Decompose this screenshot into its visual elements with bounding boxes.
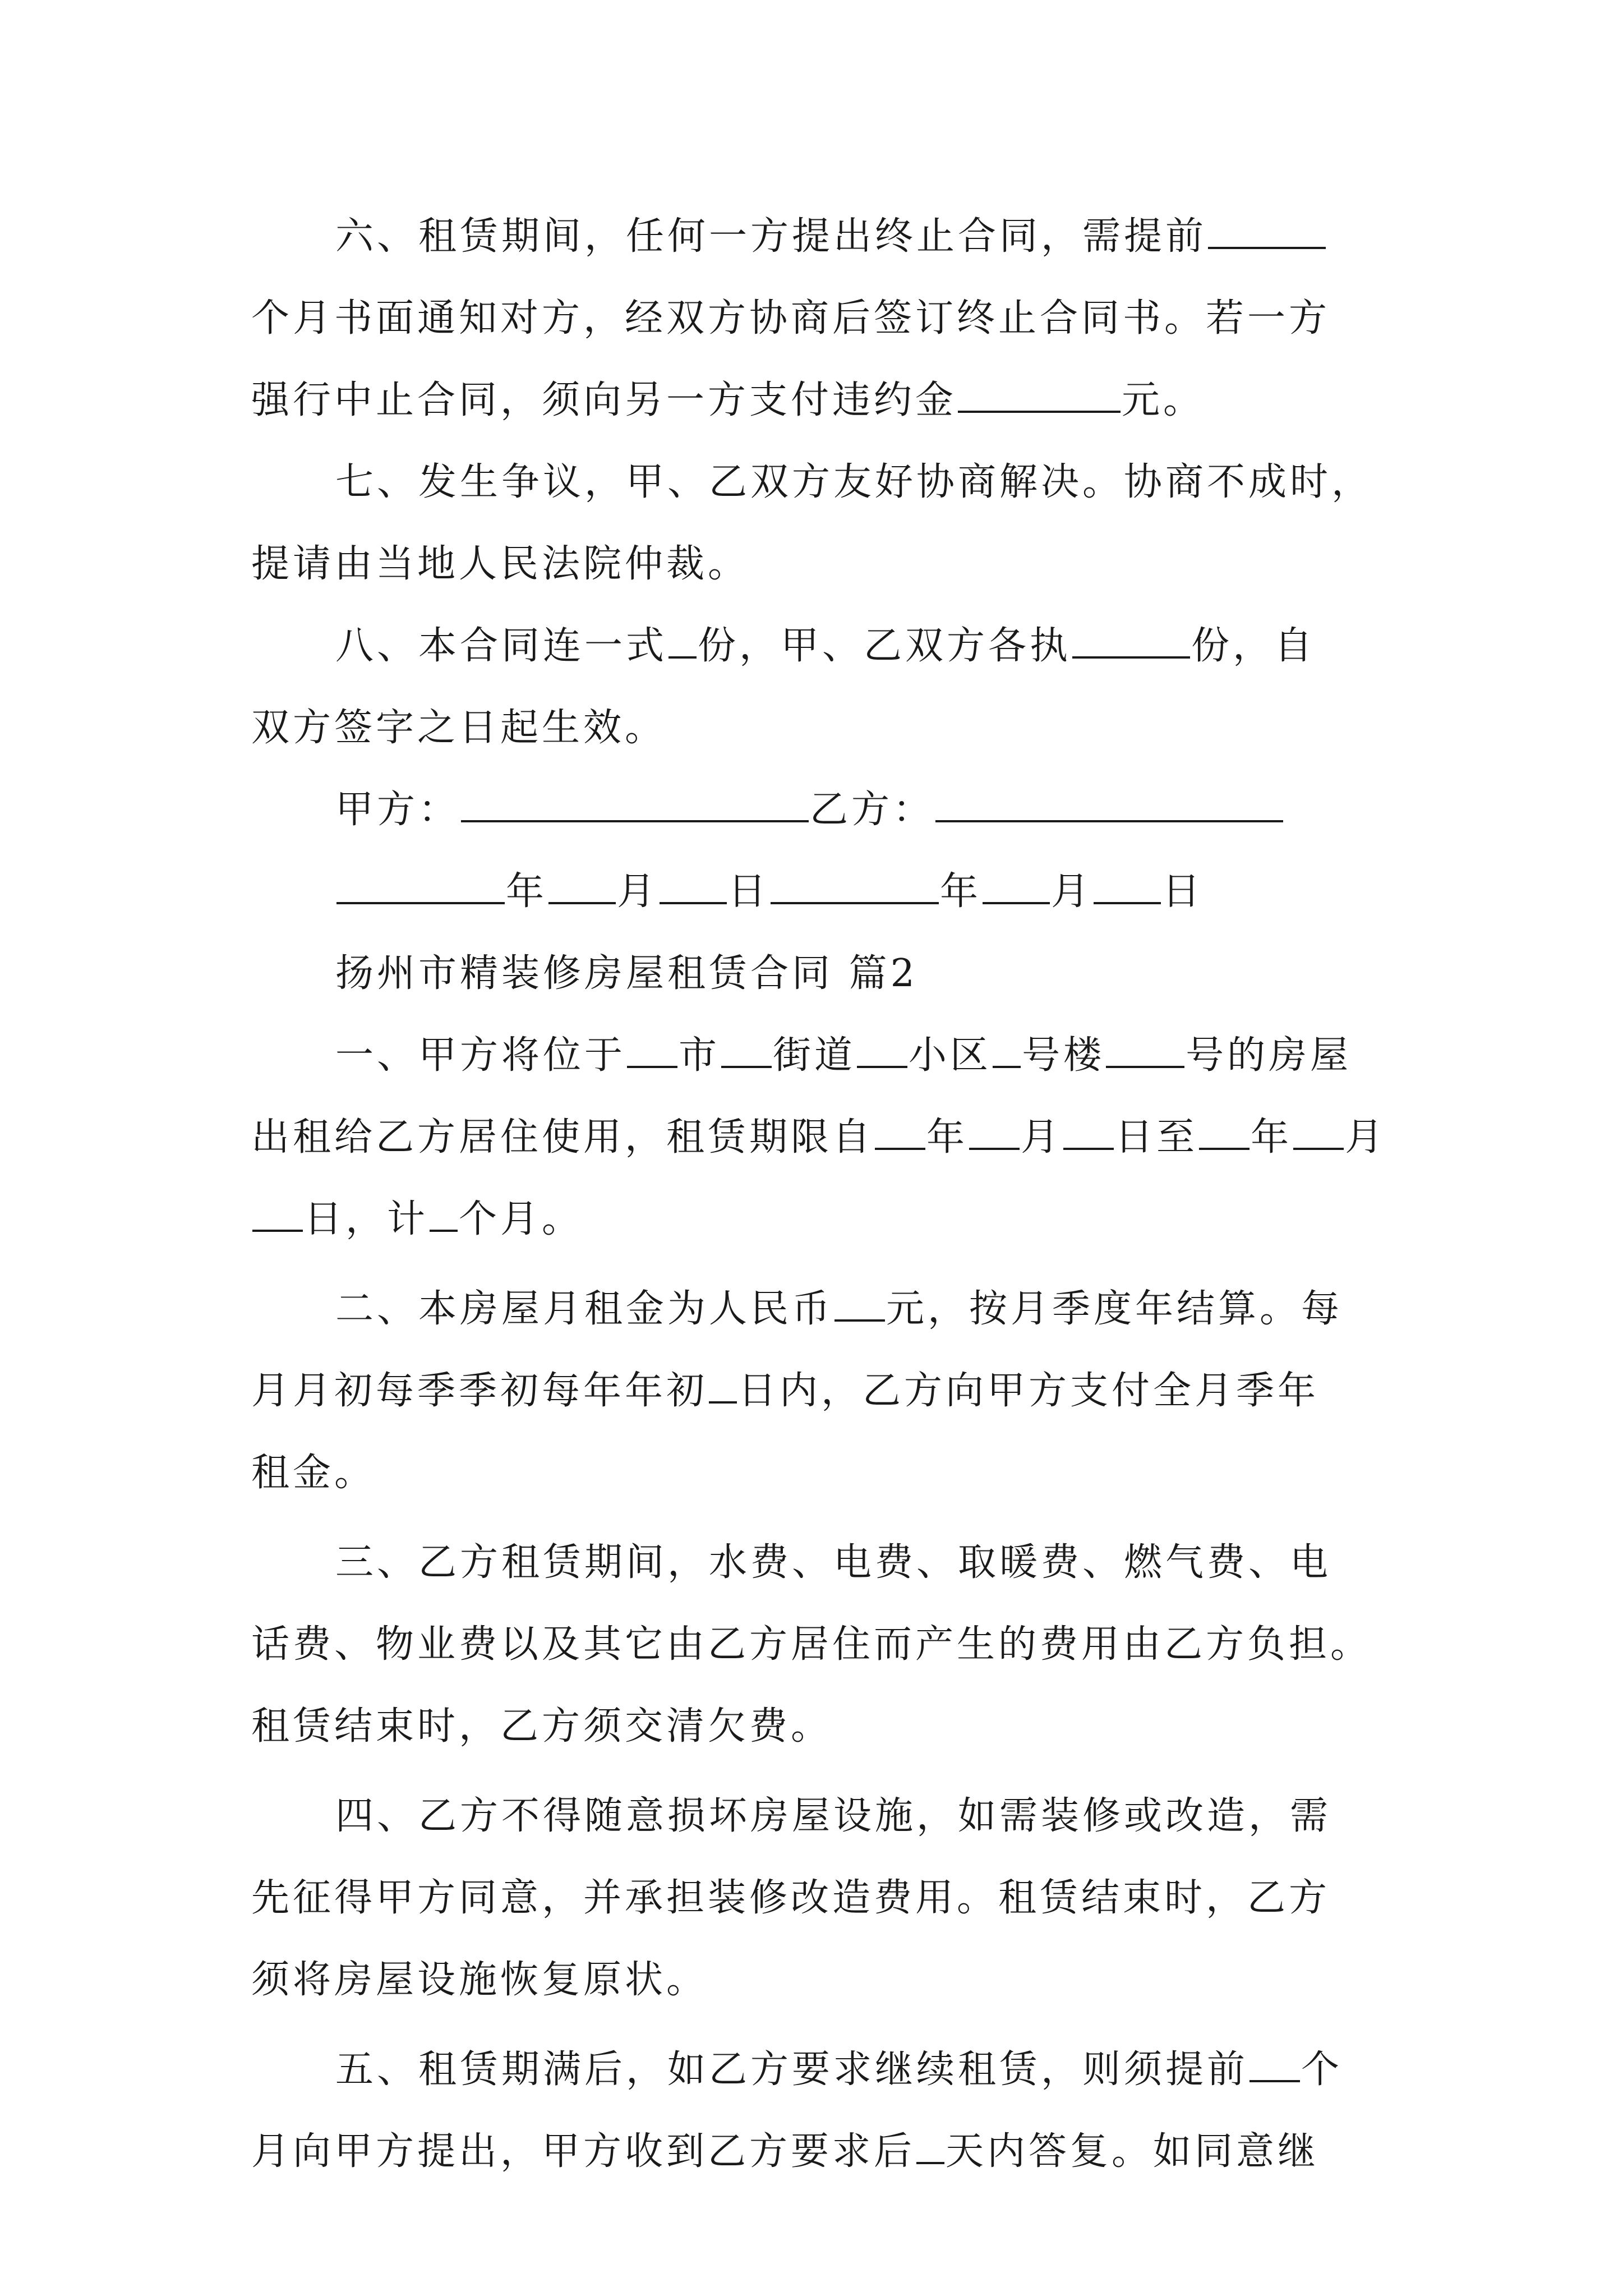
signature-date-line (251, 857, 1384, 927)
year-label: 年 (506, 869, 548, 914)
clause-text: 元。 (1122, 378, 1205, 422)
party-a-signature-field[interactable] (461, 813, 809, 822)
c2-clause-1-line-2 (251, 1103, 1387, 1172)
c2-clause-5-line-2 (251, 2117, 1384, 2187)
signature-line (251, 775, 1384, 845)
fill-blank[interactable] (430, 1223, 458, 1232)
fill-blank[interactable] (916, 2155, 944, 2164)
clause-text: 出租给乙方居住使用，租赁期限自 (251, 1115, 874, 1159)
c2-clause-3-line-3 (251, 1692, 1384, 1761)
fill-blank[interactable] (252, 1223, 303, 1232)
clause-7-line-2 (251, 530, 1384, 599)
fill-blank[interactable] (1063, 1141, 1114, 1150)
clause-7-line-1 (251, 448, 1384, 517)
clause-text: 须将房屋设施恢复原状。 (251, 1958, 708, 2002)
c2-clause-4-line-3 (251, 1945, 1384, 2015)
c2-clause-2-line-2 (251, 1356, 1384, 1426)
clause-text: 二、本房屋月租金为人民币 (335, 1287, 834, 1331)
clause-text: 份，甲、乙双方各执 (698, 624, 1072, 668)
clause-text: 强行中止合同，须向另一方支付违约金 (251, 378, 957, 422)
party-b-year-field[interactable] (771, 895, 939, 904)
clause-text: 日内，乙方向甲方支付全月季年 (738, 1369, 1320, 1413)
c2-clause-4-line-2 (251, 1864, 1384, 1933)
clause-text: 五、租赁期满后，如乙方要求继续租赁，则须提前 (335, 2047, 1249, 2092)
fill-blank[interactable] (627, 1059, 677, 1068)
clause-text: 租赁结束时，乙方须交清欠费。 (251, 1704, 833, 1749)
clause-text: 市 (679, 1033, 721, 1078)
fill-blank[interactable] (969, 1141, 1020, 1150)
clause-text: 双方签字之日起生效。 (251, 706, 667, 750)
fill-blank[interactable] (834, 1313, 885, 1322)
c2-clause-1-line-3 (251, 1185, 1384, 1254)
clause-text: 话费、物业费以及其它由乙方居住而产生的费用由乙方负担。 (251, 1622, 1372, 1667)
clause-text: 份，自 (1191, 624, 1316, 668)
document-page (251, 202, 1387, 2187)
day-label: 日 (728, 869, 770, 914)
contract-2-title (251, 939, 1384, 1009)
clause-text: 三、乙方租赁期间，水费、电费、取暖费、燃气费、电 (335, 1540, 1332, 1585)
clause-text: 八、本合同连一式 (335, 624, 668, 668)
clause-text: 小区 (909, 1033, 992, 1078)
c2-clause-3-line-1 (251, 1528, 1384, 1598)
clause-text: 一、甲方将位于 (335, 1033, 626, 1078)
fill-blank[interactable] (668, 650, 697, 659)
clause-text: 天内答复。如同意继 (946, 2129, 1320, 2174)
fill-blank[interactable] (1106, 1059, 1184, 1068)
clause-text: 提请由当地人民法院仲裁。 (251, 542, 750, 586)
month-label: 月 (1051, 869, 1093, 914)
clause-6-line-2 (251, 284, 1384, 353)
c2-clause-3-line-2 (251, 1610, 1384, 1680)
party-a-day-field[interactable] (660, 895, 727, 904)
clause-text: 四、乙方不得随意损坏房屋设施，如需装修或改造，需 (335, 1794, 1332, 1838)
fill-blank[interactable] (993, 1059, 1021, 1068)
fill-blank[interactable] (1249, 2073, 1300, 2082)
clause-8-line-1 (251, 611, 1384, 681)
clause-text: 月月初每季季初每年年初 (251, 1369, 708, 1413)
clause-text: 六、租赁期间，任何一方提出终止合同，需提前 (335, 214, 1207, 259)
party-b-signature-field[interactable] (935, 813, 1283, 822)
clause-text: 日至 (1115, 1115, 1198, 1159)
clause-text: 年 (1251, 1115, 1293, 1159)
clause-text: 月向甲方提出，甲方收到乙方要求后 (251, 2129, 916, 2174)
clause-text: 日，计 (304, 1197, 429, 1241)
clause-text: 月 (1021, 1115, 1063, 1159)
fill-blank[interactable] (958, 404, 1121, 413)
fill-blank[interactable] (857, 1059, 907, 1068)
fill-blank[interactable] (721, 1059, 772, 1068)
fill-blank[interactable] (1208, 240, 1326, 249)
clause-text: 七、发生争议，甲、乙双方友好协商解决。协商不成时， (335, 460, 1373, 504)
party-b-month-field[interactable] (983, 895, 1050, 904)
party-a-year-field[interactable] (336, 895, 505, 904)
clause-text: 个 (1301, 2047, 1343, 2092)
contract-title: 扬州市精装修房屋租赁合同 篇2 (335, 951, 918, 996)
clause-text: 个月。 (459, 1197, 584, 1241)
clause-text: 租金。 (251, 1451, 376, 1495)
clause-text: 街道 (773, 1033, 856, 1078)
clause-text: 月 (1345, 1115, 1387, 1159)
clause-text: 先征得甲方同意，并承担装修改造费用。租赁结束时，乙方 (251, 1876, 1331, 1920)
clause-8-line-2 (251, 693, 1384, 763)
clause-text: 号楼 (1022, 1033, 1105, 1078)
clause-text: 元，按月季度年结算。每 (886, 1287, 1343, 1331)
party-b-day-field[interactable] (1094, 895, 1161, 904)
year-label: 年 (940, 869, 982, 914)
fill-blank[interactable] (1293, 1141, 1344, 1150)
c2-clause-5-line-1 (251, 2035, 1384, 2105)
clause-6-line-3 (251, 366, 1384, 435)
c2-clause-2-line-3 (251, 1438, 1384, 1508)
clause-text: 年 (926, 1115, 969, 1159)
c2-clause-4-line-1 (251, 1782, 1384, 1851)
party-a-month-field[interactable] (548, 895, 616, 904)
c2-clause-1-line-1 (251, 1021, 1384, 1091)
party-b-label: 乙方： (810, 788, 935, 832)
clause-text: 个月书面通知对方，经双方协商后签订终止合同书。若一方 (251, 296, 1331, 341)
clause-text: 号的房屋 (1186, 1033, 1352, 1078)
fill-blank[interactable] (1199, 1141, 1249, 1150)
party-a-label: 甲方： (335, 788, 460, 832)
day-label: 日 (1162, 869, 1204, 914)
month-label: 月 (617, 869, 659, 914)
fill-blank[interactable] (709, 1395, 737, 1404)
c2-clause-2-line-1 (251, 1274, 1384, 1344)
clause-6-line-1 (251, 202, 1384, 272)
fill-blank[interactable] (1072, 650, 1190, 659)
fill-blank[interactable] (875, 1141, 925, 1150)
